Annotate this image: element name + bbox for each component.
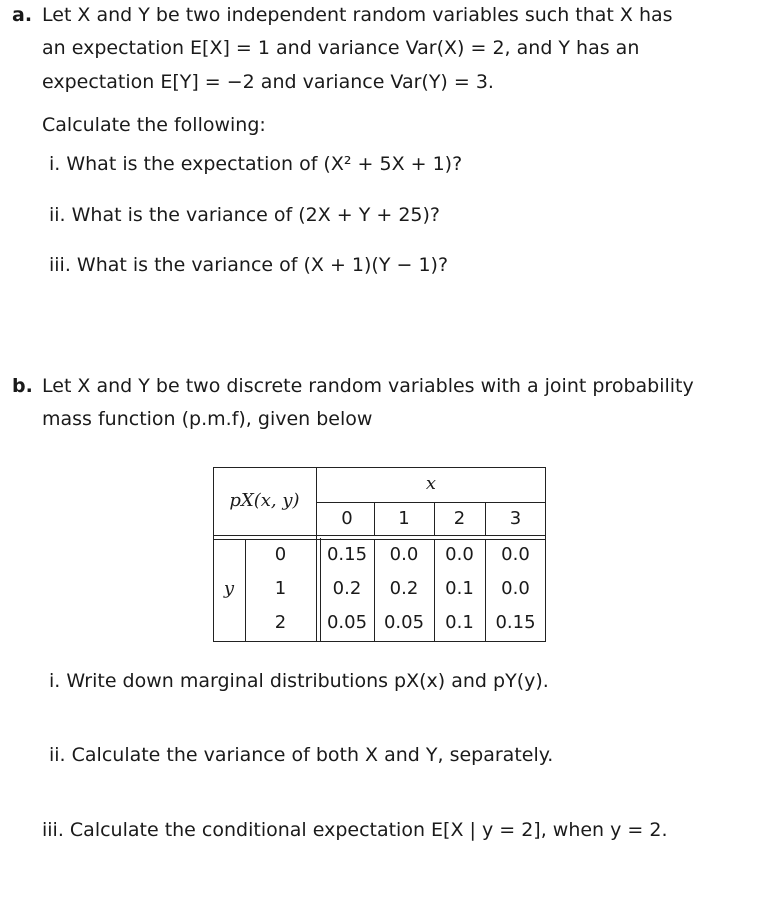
table-x-value: 3 xyxy=(509,508,522,529)
part-b-line-2: mass function (p.m.f), given below xyxy=(42,408,373,430)
table-y-value: 2 xyxy=(274,612,287,633)
part-a-question-2: ii. What is the variance of (2X + Y + 25)? xyxy=(49,204,441,226)
part-b-question-3: iii. Calculate the conditional expectation E[X | y = 2], when y = 2. xyxy=(42,819,668,841)
part-a-calculate: Calculate the following: xyxy=(42,114,266,136)
table-cell: 0.2 xyxy=(332,578,362,599)
part-a-question-1: i. What is the expectation of (X² + 5X + 1)? xyxy=(49,153,463,175)
table-y-label: y xyxy=(223,578,235,599)
table-cell: 0.2 xyxy=(389,578,419,599)
table-cell: 0.0 xyxy=(501,578,530,599)
part-b-question-2: ii. Calculate the variance of both X and Y, separately. xyxy=(49,744,554,766)
table-header-line xyxy=(316,502,546,503)
table-corner-label: pX(x, y) xyxy=(229,490,300,511)
table-x-value: 0 xyxy=(341,508,353,529)
table-x-label: x xyxy=(425,473,437,494)
table-border-bottom xyxy=(213,641,546,642)
table-divider-h1 xyxy=(213,535,546,536)
table-cell: 0.0 xyxy=(445,544,474,565)
table-cell: 0.0 xyxy=(389,544,419,565)
table-y-value: 1 xyxy=(274,578,287,599)
part-a-line-3: expectation E[Y] = −2 and variance Var(Y) = 3. xyxy=(42,71,494,93)
table-cell: 0.05 xyxy=(383,612,425,633)
table-cell: 0.15 xyxy=(495,612,536,633)
part-b-label: b. xyxy=(12,375,33,397)
table-cell: 0.1 xyxy=(445,578,474,599)
part-b-line-1: Let X and Y be two discrete random variables with a joint probability xyxy=(42,375,694,397)
part-a-line-1: Let X and Y be two independent random variables such that X has xyxy=(42,4,673,26)
part-a-line-2: an expectation E[X] = 1 and variance Var(X) = 2, and Y has an xyxy=(42,37,640,59)
part-b-question-1: i. Write down marginal distributions pX(x) and pY(y). xyxy=(49,670,549,692)
table-cell: 0.1 xyxy=(445,612,474,633)
part-a-question-3: iii. What is the variance of (X + 1)(Y − 1)? xyxy=(49,254,449,276)
table-y-value: 0 xyxy=(274,544,287,565)
table-x-value: 2 xyxy=(453,508,466,529)
table-cell: 0.0 xyxy=(501,544,530,565)
table-x-value: 1 xyxy=(398,508,410,529)
table-cell: 0.15 xyxy=(326,544,368,565)
table-border-top xyxy=(213,467,546,468)
part-a-label: a. xyxy=(12,4,33,26)
table-cell: 0.05 xyxy=(326,612,368,633)
table-divider-h2 xyxy=(213,539,546,540)
